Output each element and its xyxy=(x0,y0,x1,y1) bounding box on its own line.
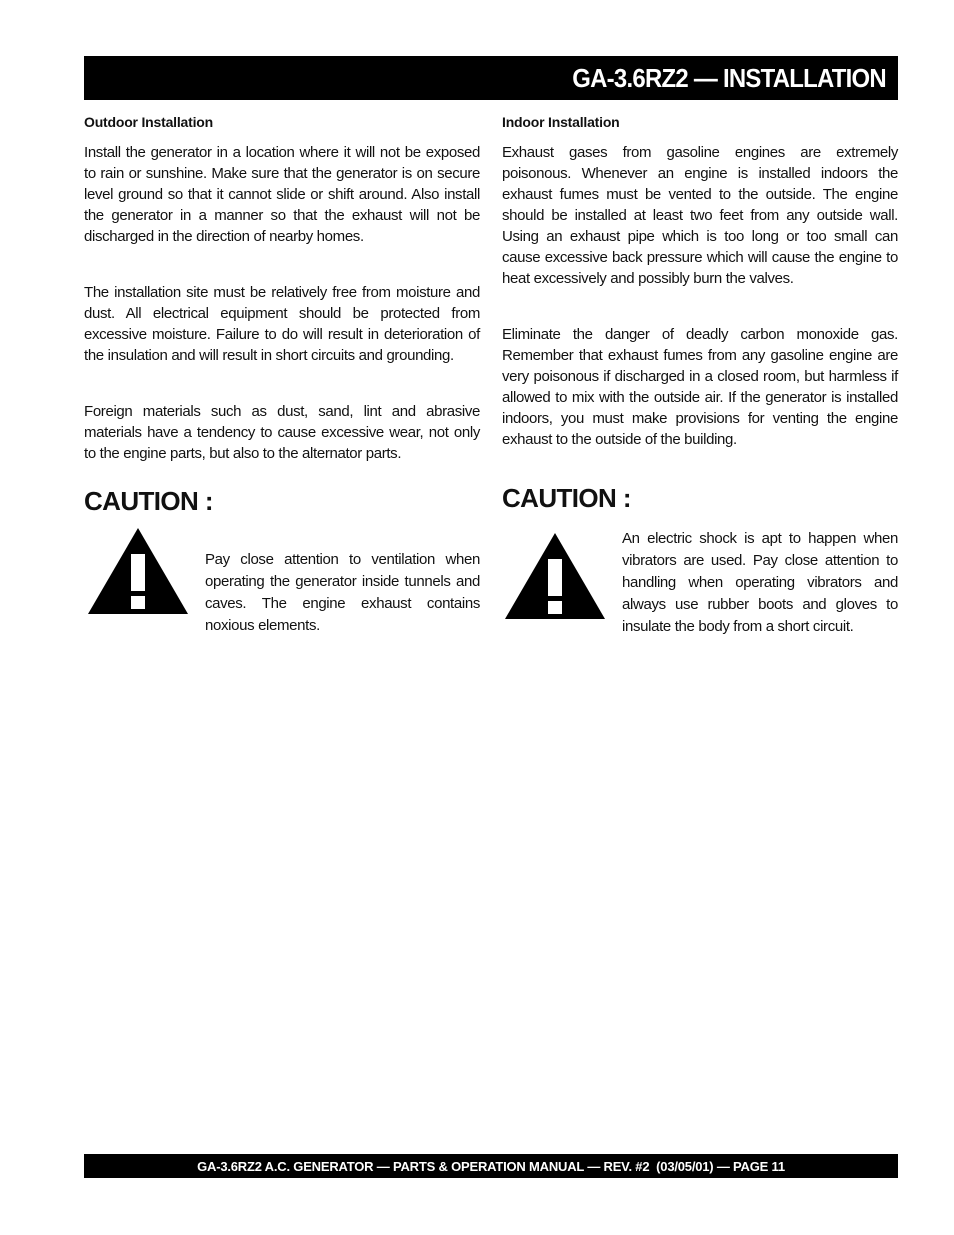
right-caution-text: An electric shock is apt to happen when vibrators are used. Pay close attention to handling when operating vibrators and always use rubber boots and gloves to insulate the body from a short circuit. xyxy=(622,530,898,635)
indoor-paragraph-1: Exhaust gases from gasoline engines are extremely poisonous. Whenever an engine is installed indoors the exhaust fumes must be vented to the outside. The engine should be installed at least two feet from any outside wall. Using an exhaust pipe which is too long or too small can cause excessive back pressure which will cause the engine to heat excessively and possibly burn the valves. xyxy=(502,144,898,287)
right-column xyxy=(502,114,898,450)
left-column xyxy=(84,114,480,464)
left-caution-text: Pay close attention to ventilation when operating the generator inside tunnels and caves. The engine exhaust contains noxious elements. xyxy=(205,551,480,634)
header-bar xyxy=(84,56,898,100)
outdoor-paragraph-1: Install the generator in a location where it will not be exposed to rain or sunshine. Make sure that the generator is on secure level ground so that it cannot slide or shift around. Also install the generator in a manner so that the exhaust will not be discharged in the direction of nearby homes. xyxy=(84,144,480,245)
outdoor-paragraph-2: The installation site must be relatively free from moisture and dust. All electrical equipment should be protected from excessive moisture. Failure to do will result in deterioration of the insulation and will result in short circuits and grounding. xyxy=(84,284,480,364)
indoor-installation-heading: Indoor Installation xyxy=(502,114,620,130)
footer-text: GA-3.6RZ2 A.C. GENERATOR — PARTS & OPERATION MANUAL — REV. #2 (03/05/01) — PAGE 11 xyxy=(197,1158,785,1174)
footer-bar xyxy=(84,1154,898,1178)
outdoor-installation-heading: Outdoor Installation xyxy=(84,114,213,130)
outdoor-paragraph-3: Foreign materials such as dust, sand, lint and abrasive materials have a tendency to cause excessive wear, not only to the engine parts, but also to the alternator parts. xyxy=(84,403,480,462)
warning-triangle-icon xyxy=(86,526,190,616)
indoor-paragraph-2: Eliminate the danger of deadly carbon monoxide gas. Remember that exhaust fumes from any gasoline engine are very poisonous if discharged in a closed room, but harmless if allowed to mix with the outside air. If the generator is installed indoors, you must make provisions for venting the engine exhaust to the outside of the building. xyxy=(502,326,898,448)
page-title: GA-3.6RZ2 — INSTALLATION xyxy=(572,62,886,93)
left-caution-title: CAUTION : xyxy=(84,486,213,516)
right-caution-title: CAUTION : xyxy=(502,483,631,513)
warning-triangle-icon xyxy=(503,531,607,621)
